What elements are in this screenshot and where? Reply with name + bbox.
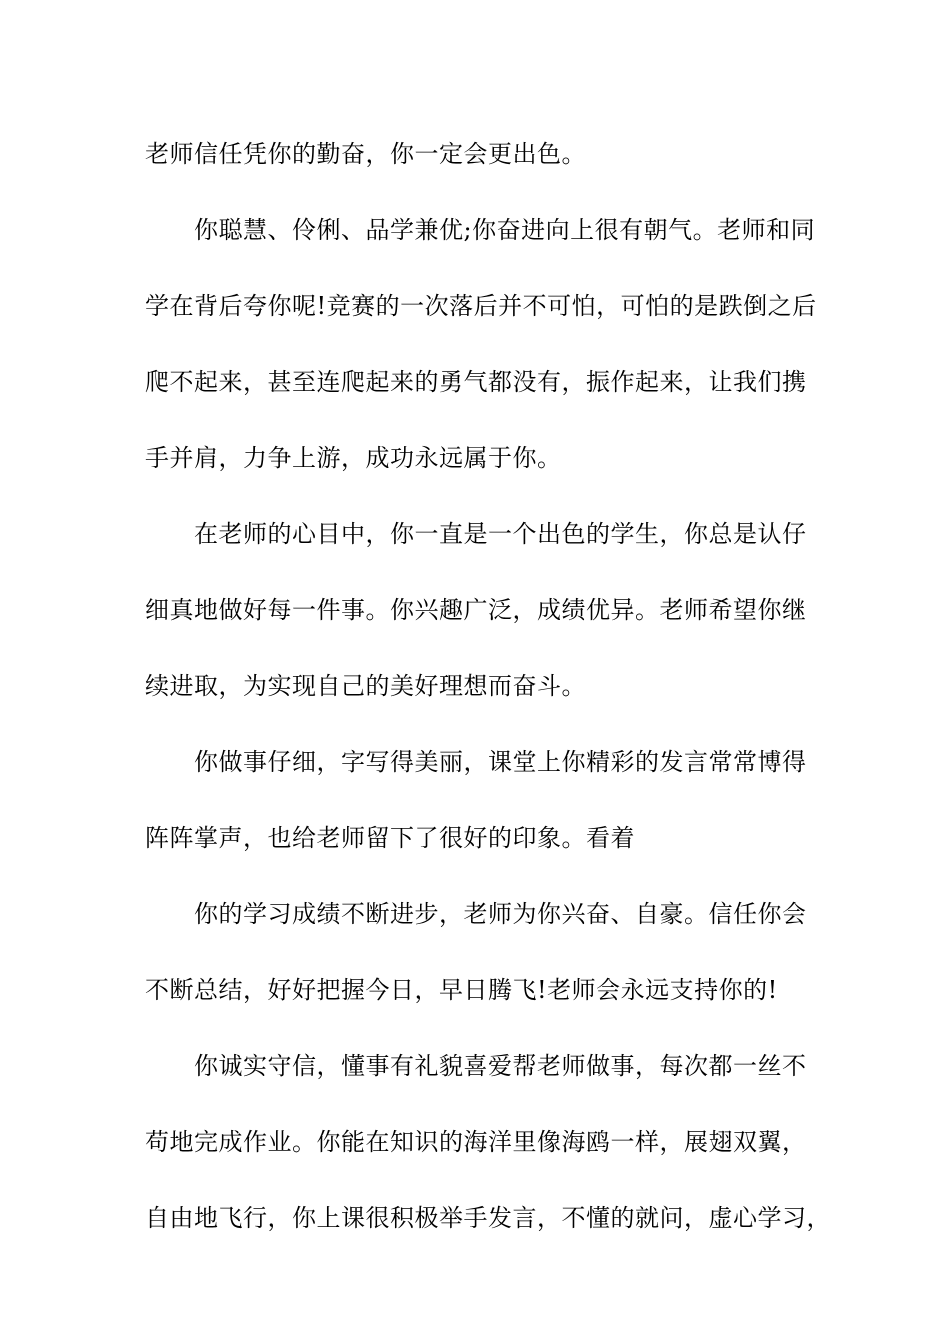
text-line: 手并肩，力争上游，成功永远属于你。 [145,444,562,472]
text-line: 苟地完成作业。你能在知识的海洋里像海鸥一样，展翅双翼， [145,1128,807,1156]
text-line: 老师信任凭你的勤奋，你一定会更出色。 [145,140,586,168]
text-line: 学在背后夸你呢!竞赛的一次落后并不可怕，可怕的是跌倒之后 [145,292,817,320]
text-line: 你做事仔细，字写得美丽，课堂上你精彩的发言常常博得 [194,748,807,776]
text-line: 不断总结，好好把握今日，早日腾飞!老师会永远支持你的! [145,976,778,1004]
text-line: 你的学习成绩不断进步，老师为你兴奋、自豪。信任你会 [194,900,807,928]
text-line: 爬不起来，甚至连爬起来的勇气都没有，振作起来，让我们携 [145,368,807,396]
text-line: 自由地飞行，你上课很积极举手发言，不懂的就问，虚心学习， [145,1204,831,1232]
text-line: 你诚实守信，懂事有礼貌喜爱帮老师做事，每次都一丝不 [194,1052,807,1080]
document-body [145,131,831,1271]
text-line: 细真地做好每一件事。你兴趣广泛，成绩优异。老师希望你继 [145,596,807,624]
text-line: 续进取，为实现自己的美好理想而奋斗。 [145,672,586,700]
text-line: 在老师的心目中，你一直是一个出色的学生，你总是认仔 [194,520,807,548]
text-line: 你聪慧、伶俐、品学兼优;你奋进向上很有朝气。老师和同 [194,216,816,244]
text-line: 阵阵掌声，也给老师留下了很好的印象。看着 [145,824,635,852]
